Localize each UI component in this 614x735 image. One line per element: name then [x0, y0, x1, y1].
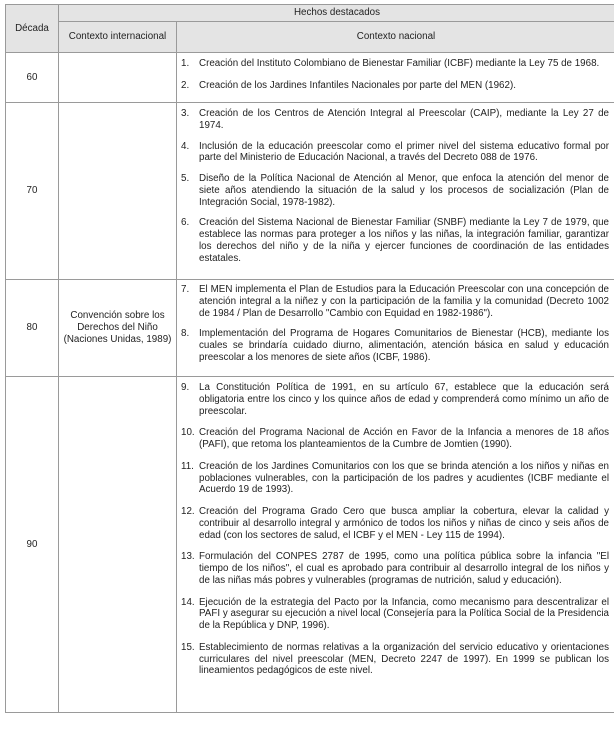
- international-cell: Convención sobre los Derechos del Niño (Naciones Unidas, 1989): [59, 280, 177, 377]
- list-item: [177, 280, 614, 319]
- item-number: 14.: [181, 596, 195, 608]
- item-number: 4.: [181, 140, 190, 152]
- list-item: [177, 377, 614, 417]
- item-number: 2.: [181, 79, 190, 91]
- header-decada: Década: [6, 5, 59, 53]
- list-item: [177, 132, 614, 165]
- item-number: 12.: [181, 506, 195, 517]
- table-row: [6, 103, 614, 280]
- item-text: Creación de los Jardines Comunitarios con los que se brinda atención a los niños y niñas en poblaciones vulnerables, con la participación de los padres y acudientes (ICBF mediante el Acuerdo 19 de 1993).: [199, 460, 609, 496]
- list-item: [177, 496, 614, 541]
- item-text: Creación de los Centros de Atención Integral al Preescolar (CAIP), mediante la Ley 27 de 1974.: [199, 108, 609, 131]
- list-item: [177, 541, 614, 586]
- international-cell: [59, 103, 177, 280]
- decade-cell: 80: [6, 280, 59, 377]
- list-item: [177, 70, 614, 92]
- list-item: [177, 451, 614, 496]
- item-text: Inclusión de la educación preescolar como el primer nivel del sistema educativo formal por parte del Ministerio de Educación Nacional, a través del Decreto 088 de 1976.: [199, 140, 609, 164]
- item-text: Creación del Programa Nacional de Acción en Favor de la Infancia a menores de 18 años (PAFI), que retoma los planteamientos de la Cumbre de Jomtien (1990).: [199, 427, 609, 450]
- decade-cell: 70: [6, 103, 59, 280]
- item-text: Creación del Sistema Nacional de Bienestar Familiar (SNBF) mediante la Ley 7 de 1979, que establece las normas para proteger a los niños y las niñas, la integración familiar, garantizar los derechos del niño y de la niña y ejercer funciones de coordinación de las entidades estatales.: [199, 217, 609, 264]
- national-cell: [177, 103, 614, 280]
- item-text: El MEN implementa el Plan de Estudios para la Educación Preescolar con una concepción de atención integral a la niñez y con la participación de la familia y la comunidad (Decreto 1002 de 1984 / Plan de Desarrollo "Cambio con Equidad en 1982-1986").: [199, 284, 609, 319]
- item-text: La Constitución Política de 1991, en su artículo 67, establece que la educación será obligatoria entre los cinco y los quince años de edad y comprenderá como mínimo un año de preescolar.: [199, 382, 609, 417]
- international-cell: [59, 377, 177, 713]
- header-nacional: Contexto nacional: [177, 22, 614, 53]
- item-text: Diseño de la Política Nacional de Atención al Menor, que enfoca la atención del menor de siete años atendiendo la situación de la salud y los procesos de socialización (Plan de Integración Social, 1978-1982).: [199, 173, 609, 208]
- list-item: [177, 164, 614, 208]
- list-item: [177, 208, 614, 264]
- national-cell: [177, 377, 614, 713]
- list-item: [177, 587, 614, 632]
- item-text: Creación del Programa Grado Cero que busca ampliar la cobertura, elevar la calidad y contribuir al desarrollo integral y armónico de todos los niños y niñas de cinco y seis años de edad (con los sectores de salud, el ICBF y el MEN - Ley 115 de 1994).: [199, 506, 609, 541]
- item-number: 6.: [181, 217, 190, 229]
- item-text: Creación de los Jardines Infantiles Nacionales por parte del MEN (1962).: [199, 79, 516, 91]
- item-number: 15.: [181, 641, 195, 653]
- header-hechos: Hechos destacados: [59, 5, 614, 22]
- table-row: [6, 53, 614, 103]
- item-number: 11.: [181, 460, 194, 472]
- table-row: [6, 377, 614, 713]
- item-text: Ejecución de la estrategia del Pacto por la Infancia, como mecanismo para descentralizar el PAFI y asegurar su ejecución a nivel local (Consejería para la Política Social de la Presidencia de la República y DNP, 1996).: [199, 596, 609, 631]
- item-number: 10.: [181, 427, 195, 439]
- list-item: [177, 319, 614, 363]
- decade-cell: 90: [6, 377, 59, 713]
- table-row: [6, 280, 614, 377]
- item-text: Establecimiento de normas relativas a la organización del servicio educativo y orientaciones curriculares del nivel preescolar (MEN, Decreto 2247 de 1997). En 1999 se publican los lineamientos pedagógicos de este nivel.: [199, 641, 609, 677]
- list-item: [177, 53, 614, 70]
- item-number: 7.: [181, 284, 190, 295]
- item-number: 8.: [181, 328, 190, 340]
- list-item: [177, 417, 614, 451]
- item-number: 5.: [181, 173, 190, 184]
- national-cell: [177, 280, 614, 377]
- table-container: [5, 4, 614, 713]
- international-cell: [59, 53, 177, 103]
- header-internacional: Contexto internacional: [59, 22, 177, 53]
- item-number: 13.: [181, 551, 195, 563]
- item-text: Implementación del Programa de Hogares Comunitarios de Bienestar (HCB), mediante los cuales se brindaría cuidado diurno, alimentación, atención básica en salud y educación preescolar a los menores de siete años (ICBF, 1986).: [199, 328, 609, 363]
- item-number: 3.: [181, 108, 190, 119]
- national-cell: [177, 53, 614, 103]
- item-text: Formulación del CONPES 2787 de 1995, como una política pública sobre la infancia "El tiempo de los niños", el cual es aprobado para contribuir al desarrollo integral de los niños y de las niñas más pobres y vulnerables (programas de nutrición, salud y educación).: [199, 551, 609, 586]
- list-item: [177, 103, 614, 132]
- decade-cell: 60: [6, 53, 59, 103]
- item-text: Creación del Instituto Colombiano de Bienestar Familiar (ICBF) mediante la Ley 75 de 1968.: [199, 58, 600, 69]
- list-item: [177, 632, 614, 677]
- item-number: 1.: [181, 58, 190, 69]
- history-table: [5, 4, 614, 713]
- item-number: 9.: [181, 382, 190, 393]
